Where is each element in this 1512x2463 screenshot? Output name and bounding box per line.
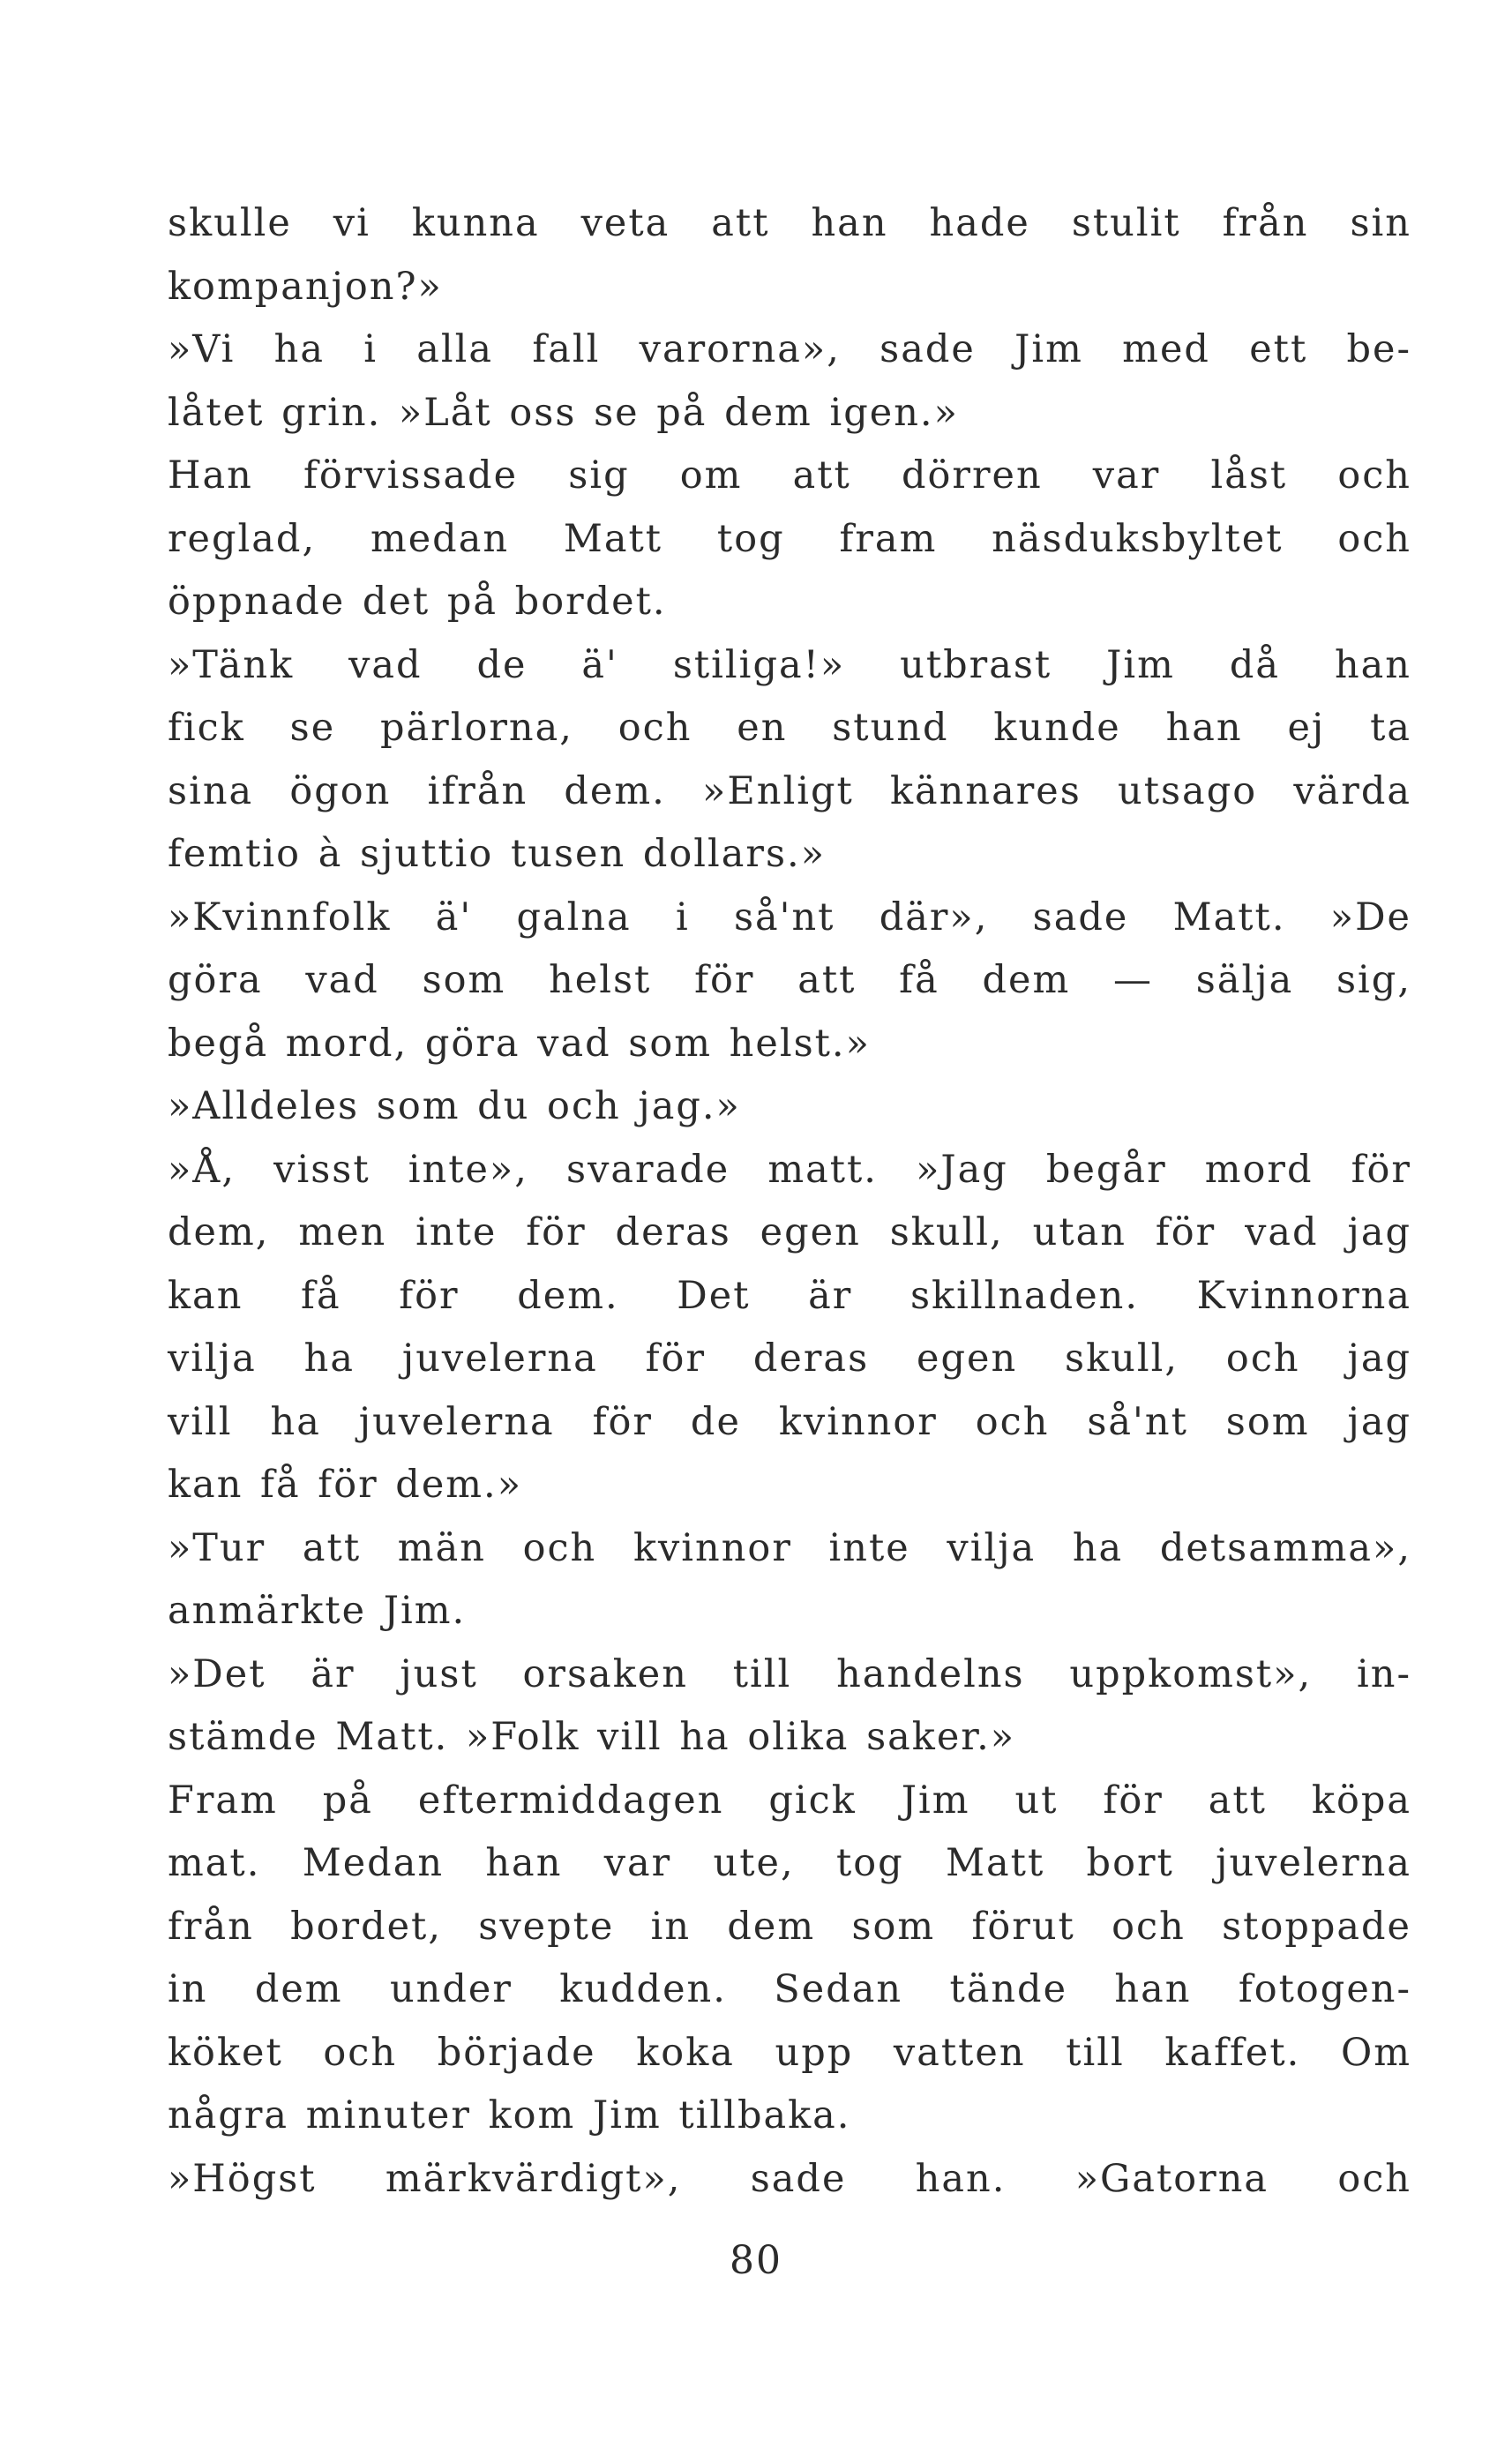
text-line: begå mord, göra vad som helst.» [168, 1021, 871, 1066]
text-line: mat. Medan han var ute, tog Matt bort juvelerna [168, 1841, 1411, 1885]
text-line: femtio à sjuttio tusen dollars.» [168, 832, 826, 876]
text-line: köket och började koka upp vatten till kaffet. Om [168, 2030, 1411, 2075]
text-line: kan få för dem. Det är skillnaden. Kvinnorna [168, 1273, 1411, 1318]
page-number: 80 [730, 2238, 782, 2283]
text-line: vill ha juvelerna för de kvinnor och så'nt som jag [168, 1399, 1411, 1444]
text-line: göra vad som helst för att få dem — sälja sig, [168, 958, 1411, 1002]
text-line: Han förvissade sig om att dörren var låst och [168, 453, 1411, 498]
text-line: reglad, medan Matt tog fram näsduksbyltet och [168, 516, 1411, 561]
text-line: Fram på eftermiddagen gick Jim ut för att köpa [168, 1778, 1411, 1823]
text-line: dem, men inte för deras egen skull, utan för vad jag [168, 1210, 1411, 1254]
text-line: in dem under kudden. Sedan tände han fotogen- [168, 1967, 1411, 2011]
text-line: öppnade det på bordet. [168, 580, 667, 624]
text-line: »Kvinnfolk ä' galna i så'nt där», sade Matt. »De [168, 895, 1411, 940]
text-line: fick se pärlorna, och en stund kunde han ej ta [168, 706, 1411, 750]
text-line: »Det är just orsaken till handelns uppkomst», in- [168, 1651, 1411, 1696]
text-line: vilja ha juvelerna för deras egen skull, och jag [168, 1336, 1411, 1381]
text-line: anmärkte Jim. [168, 1589, 467, 1633]
text-line: skulle vi kunna veta att han hade stulit från sin [168, 201, 1411, 245]
text-line: »Högst märkvärdigt», sade han. »Gatorna och [168, 2156, 1411, 2201]
text-line: några minuter kom Jim tillbaka. [168, 2093, 851, 2137]
text-line: kompanjon?» [168, 264, 443, 309]
text-line: stämde Matt. »Folk vill ha olika saker.» [168, 1715, 1016, 1759]
text-line: »Alldeles som du och jag.» [168, 1084, 741, 1128]
text-line: »Tur att män och kvinnor inte vilja ha detsamma», [168, 1525, 1411, 1570]
page-text [168, 192, 1411, 2211]
text-line: låtet grin. »Låt oss se på dem igen.» [168, 390, 959, 435]
text-line: kan få för dem.» [168, 1463, 523, 1507]
text-line: »Å, visst inte», svarade matt. »Jag begår mord för [168, 1147, 1411, 1192]
text-line: sina ögon ifrån dem. »Enligt kännares utsago värda [168, 768, 1411, 813]
text-line: från bordet, svepte in dem som förut och stoppade [168, 1904, 1411, 1949]
text-line: »Vi ha i alla fall varorna», sade Jim med ett be- [168, 327, 1411, 371]
text-line: »Tänk vad de ä' stiliga!» utbrast Jim då han [168, 642, 1411, 687]
